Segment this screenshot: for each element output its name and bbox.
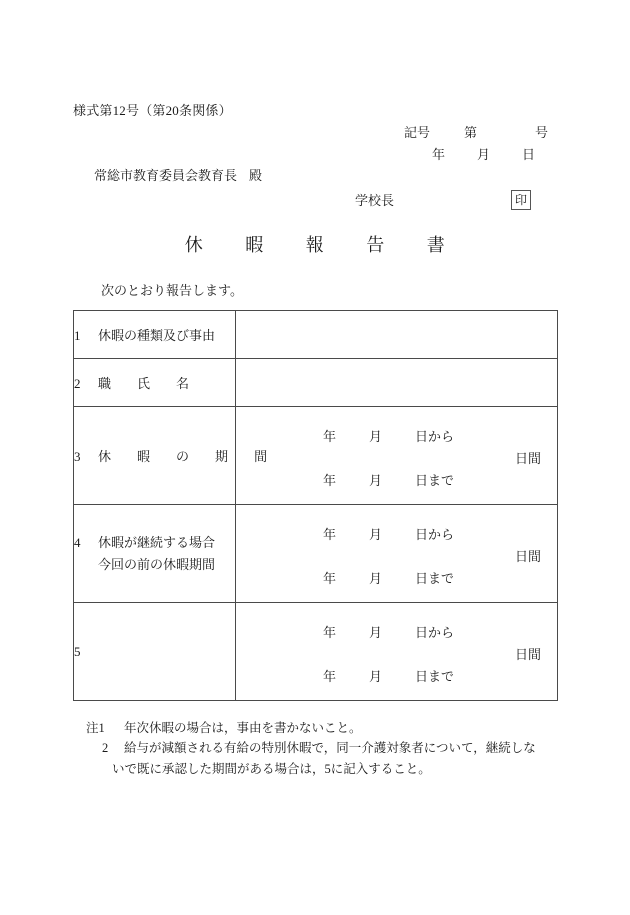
row-label-part: 氏 [137,376,151,391]
row-number: 3 [74,449,81,464]
day-from-label: 日から [415,429,455,444]
date-range-from[interactable] [323,622,454,641]
doc-number-prefix: 第 [464,125,478,140]
row-label-part: 期 [215,449,229,464]
document-number-line [404,122,548,141]
doc-number-suffix: 号 [535,125,549,140]
row-label-text: 休暇が継続する場合 [98,534,216,550]
date-range-block [236,407,557,504]
row-number: 1 [74,328,81,343]
row-label-text-line2: 今回の前の休暇期間 [98,556,216,572]
month-label: 月 [369,473,383,488]
date-range-from[interactable] [323,426,454,445]
addressee-line [94,165,262,184]
row-value-cell-1[interactable] [236,311,558,359]
day-to-label: 日まで [415,571,455,586]
row-label-cell-1 [74,311,236,359]
days-count-label[interactable]: 日間 [514,549,541,564]
table-row [74,603,558,701]
notes-section [86,718,586,779]
row-label-part: 名 [176,376,190,391]
date-range-from[interactable] [323,524,454,543]
title-char: 休 [184,235,204,255]
row-label-text: 休暇の種類及び事由 [98,328,216,343]
year-label: 年 [323,473,337,488]
days-count-label[interactable]: 日間 [514,647,541,662]
row-label-cell-5 [74,603,236,701]
row-label-cell-4 [74,505,236,603]
note-text: 給与が減額される有給の特別休暇で，同一介護対象者について，継続しな [124,741,536,756]
year-label: 年 [323,669,337,684]
title-char: 報 [305,235,325,255]
month-label: 月 [369,625,383,640]
title-char: 書 [426,235,446,255]
form-code: 様式第12号（第20条関係） [73,103,232,118]
month-label: 月 [369,527,383,542]
note-text-continued: いで既に承認した期間がある場合は，5に記入すること。 [112,761,431,776]
table-row [74,311,558,359]
row-value-cell-3[interactable] [236,407,558,505]
note-item-1 [86,718,586,738]
month-label: 月 [369,571,383,586]
year-label: 年 [323,571,337,586]
leave-report-table [73,310,558,701]
row-label-part: 暇 [137,449,151,464]
row-number: 2 [74,376,81,391]
year-label: 年 [323,429,337,444]
date-range-to[interactable] [323,470,454,489]
year-label: 年 [323,527,337,542]
lead-in-text: 次のとおり報告します。 [101,283,243,298]
page-title [0,231,630,257]
days-count-label[interactable]: 日間 [514,451,541,466]
row-number: 5 [74,643,81,659]
note-marker: 2 [102,741,109,756]
title-char: 告 [366,235,385,255]
year-label: 年 [323,625,337,640]
row-number: 4 [74,534,81,550]
day-from-label: 日から [415,527,455,542]
date-range-to[interactable] [323,666,454,685]
date-month-label: 月 [477,147,491,162]
table-row [74,505,558,603]
document-date-line [432,144,535,163]
table-row [74,359,558,407]
title-char: 暇 [245,235,264,255]
row-label-cell-2 [74,359,236,407]
date-year-label: 年 [432,147,446,162]
month-label: 月 [369,669,383,684]
day-to-label: 日まで [415,669,455,684]
row-label-part: 職 [98,376,112,391]
table-row [74,407,558,505]
addressee-honorific: 殿 [249,168,263,183]
doc-number-label: 記号 [404,125,431,140]
row-value-cell-2[interactable] [236,359,558,407]
signer-title: 学校長 [355,193,395,208]
row-value-cell-4[interactable] [236,505,558,603]
date-day-label: 日 [522,147,536,162]
row-label-part: 休 [98,449,112,464]
note-item-2 [86,738,586,779]
month-label: 月 [369,429,383,444]
seal-stamp-box: 印 [511,190,531,210]
day-to-label: 日まで [415,473,455,488]
row-value-cell-5[interactable] [236,603,558,701]
date-range-block [236,505,557,602]
date-range-to[interactable] [323,568,454,587]
note-text: 年次休暇の場合は，事由を書かないこと。 [124,721,362,735]
note-marker: 注1 [86,721,105,735]
date-range-block [236,603,557,700]
row-label-part: 間 [254,449,268,464]
day-from-label: 日から [415,625,455,640]
row-label-cell-3 [74,407,268,505]
row-label-part: の [176,449,190,464]
addressee-name: 常総市教育委員会教育長 [94,168,238,183]
